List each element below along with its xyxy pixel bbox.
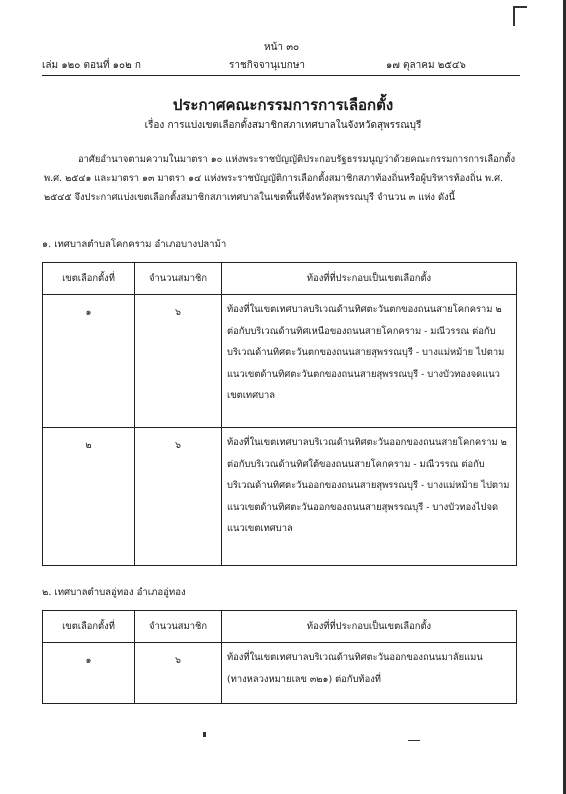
col-zone: เขตเลือกตั้งที่ bbox=[43, 263, 135, 295]
member-count: ๖ bbox=[135, 643, 222, 704]
zone-area: ท้องที่ในเขตเทศบาลบริเวณด้านทิศตะวันออกของถนนสายโคกคราม ๒ ต่อกับบริเวณด้านทิศใต้ของถนนสายโคกคราม - มณีวรรณ ต่อกับบริเวณด้านทิศตะวันออกของถนนสายสุพรรณบุรี - บางแม่หม้าย ไปตามแนวเขตด้านทิศตะวันออกของถนนสายสุพรรณบุรี - บางบัวทองไปจดแนวเขตเทศบาล bbox=[222, 428, 517, 566]
table-row bbox=[43, 295, 517, 428]
col-zone: เขตเลือกตั้งที่ bbox=[43, 611, 135, 643]
zone-number: ๑ bbox=[43, 295, 135, 428]
member-count: ๖ bbox=[135, 295, 222, 428]
scan-mark bbox=[408, 740, 420, 741]
announcement-title: ประกาศคณะกรรมการการเลือกตั้ง bbox=[172, 96, 394, 114]
section-2-heading: ๒. เทศบาลตำบลอู่ทอง อำเภออู่ทอง bbox=[42, 587, 186, 598]
table-header-row bbox=[43, 611, 517, 643]
scan-mark bbox=[513, 6, 515, 26]
col-area: ท้องที่ที่ประกอบเป็นเขตเลือกตั้ง bbox=[222, 263, 517, 295]
col-members: จำนวนสมาชิก bbox=[135, 611, 222, 643]
zone-table-2 bbox=[42, 610, 517, 704]
scan-mark bbox=[203, 732, 206, 737]
announcement-subject: เรื่อง การแบ่งเขตเลือกตั้งสมาชิกสภาเทศบาลในจังหวัดสุพรรณบุรี bbox=[144, 120, 422, 131]
zone-number: ๒ bbox=[43, 428, 135, 566]
publish-date: ๑๗ ตุลาคม ๒๕๔๖ bbox=[386, 60, 466, 71]
zone-area: ท้องที่ในเขตเทศบาลบริเวณด้านทิศตะวันออกของถนนมาลัยแมน (ทางหลวงหมายเลข ๓๒๑) ต่อกับท้องที่ bbox=[222, 643, 517, 704]
member-count: ๖ bbox=[135, 428, 222, 566]
col-area: ท้องที่ที่ประกอบเป็นเขตเลือกตั้ง bbox=[222, 611, 517, 643]
zone-number: ๑ bbox=[43, 643, 135, 704]
gazette-name: ราชกิจจานุเบกษา bbox=[229, 60, 306, 71]
zone-table-1 bbox=[42, 262, 517, 566]
zone-area: ท้องที่ในเขตเทศบาลบริเวณด้านทิศตะวันตกของถนนสายโคกคราม ๒ ต่อกับบริเวณด้านทิศเหนือของถนนสายโคกคราม - มณีวรรณ ต่อกับบริเวณด้านทิศตะวันตกของถนนสายสุพรรณบุรี - บางแม่หม้าย ไปตามแนวเขตด้านทิศตะวันตกของถนนสายสุพรรณบุรี - บางบัวทองจดแนวเขตเทศบาล bbox=[222, 295, 517, 428]
col-members: จำนวนสมาชิก bbox=[135, 263, 222, 295]
table-row bbox=[43, 428, 517, 566]
section-1-heading: ๑. เทศบาลตำบลโคกคราม อำเภอบางปลาม้า bbox=[42, 239, 227, 250]
page-number: หน้า ๓๐ bbox=[264, 42, 300, 53]
scan-mark bbox=[513, 6, 527, 8]
body-paragraph: อาศัยอำนาจตามความในมาตรา ๑๐ แห่งพระราชบัญญัติประกอบรัฐธรรมนูญว่าด้วยคณะกรรมการการเลือกตั้ง พ.ศ. ๒๕๔๑ และมาตรา ๑๓ มาตรา ๑๔ แห่งพระราชบัญญัติการเลือกตั้งสมาชิกสภาท้องถิ่นหรือผู้บริหารท้องถิ่น พ.ศ. ๒๕๔๕ จึงประกาศแบ่งเขตเลือกตั้งสมาชิกสภาเทศบาลในเขตพื้นที่จังหวัดสุพรรณบุรี จำนวน ๓ แห่ง ดังนี้ bbox=[44, 154, 516, 203]
table-row bbox=[43, 643, 517, 704]
table-header-row bbox=[43, 263, 517, 295]
volume-issue: เล่ม ๑๒๐ ตอนที่ ๑๐๒ ก bbox=[42, 60, 141, 71]
header-rule bbox=[42, 75, 520, 76]
